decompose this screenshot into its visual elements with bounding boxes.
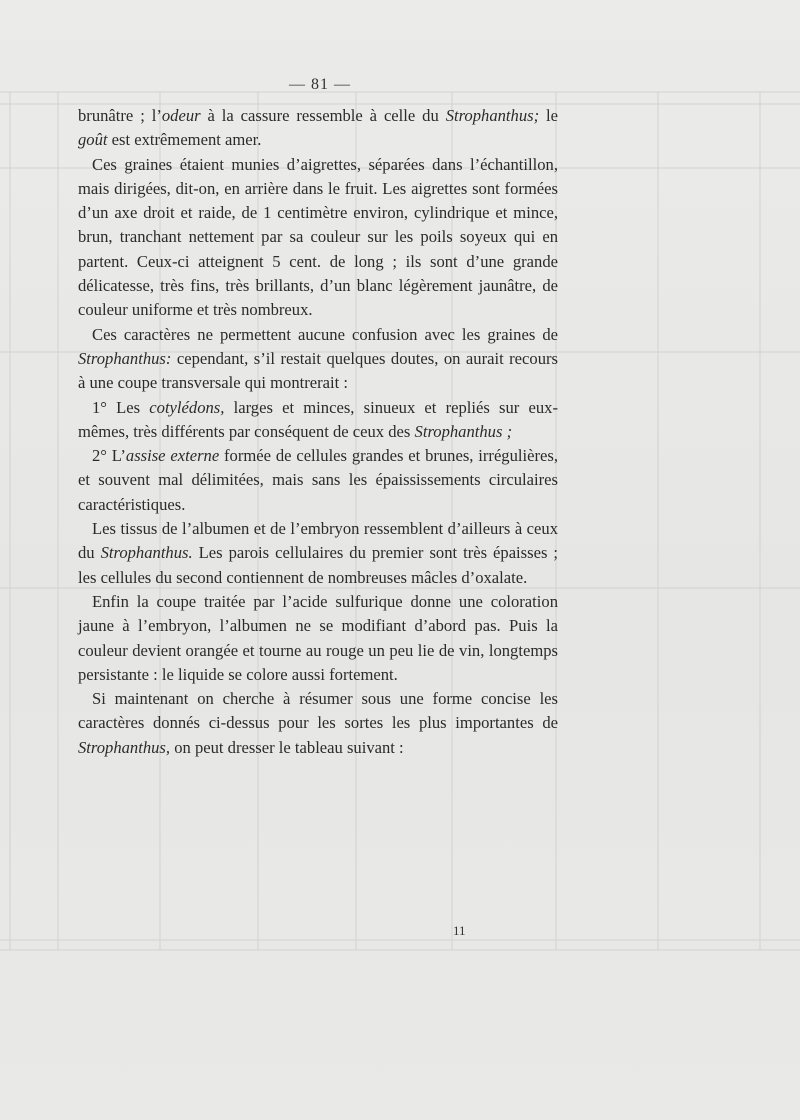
- text-run: est extrêmement amer.: [107, 130, 262, 150]
- text-run: 2° L’: [92, 446, 126, 466]
- paragraph-6: [78, 517, 558, 590]
- paragraph-4: [78, 396, 558, 445]
- text-run: formée de cellules grandes et brunes, irrégulières, et souvent mal délimitées, mais sans les épaississements circulaires caractéristiques.: [78, 446, 558, 514]
- italic-run: cotylédons,: [149, 397, 225, 417]
- paragraph-5: [78, 444, 558, 517]
- text-run: cependant, s’il restait quelques doutes, on aurait recours à une coupe transversale qui montrerait :: [78, 348, 558, 393]
- text-run: larges et minces, sinueux et repliés sur eux-mêmes, très différents par conséquent de ceux des: [78, 397, 558, 441]
- text-run: Enfin la coupe traitée par l’acide sulfurique donne une coloration jaune à l’embryon, l’albumen ne se modifiant d’abord pas. Puis la couleur devient orangée et tourne au rouge un peu lie de vin, longtemps persistante : le liquide se colore aussi fortement.: [78, 591, 558, 684]
- text-run: Ces graines étaient munies d’aigrettes, séparées dans l’échantillon, mais dirigées, dit-on, en arrière dans le fruit. Les aigrettes sont formées d’un axe droit et raide, de 1 centimètre environ, cylindrique et mince, brun, tranchant nettement par sa couleur sur les poils soyeux qui en partent. Ceux-ci atteignent 5 cent. de long ; ils sont d’une grande délicatesse, très fins, très brillants, d’un blanc légèrement jaunâtre, de couleur uniforme et très nombreux.: [78, 154, 558, 320]
- text-run: Les parois cellulaires du premier sont très épaisses ; les cellules du second contiennent de nombreuses mâcles d’oxalate.: [78, 543, 559, 587]
- text-run: Les tissus de l’albumen et de l’embryon ressemblent d’ailleurs à ceux du: [78, 519, 558, 563]
- text-run: Si maintenant on cherche à résumer sous une forme concise les caractères donnés ci-dessus pour les sortes les plus importantes de: [78, 689, 558, 733]
- italic-run: goût: [78, 130, 108, 150]
- paragraph-8: [78, 687, 558, 760]
- text-run: le: [539, 106, 558, 125]
- paragraph-2: [78, 153, 558, 323]
- text-run: Ces caractères ne permettent aucune confusion avec les graines de: [92, 324, 558, 344]
- signature-mark: 11: [453, 923, 466, 938]
- body-text: [78, 104, 558, 760]
- paragraph-3: [78, 323, 558, 396]
- text-run: 1° Les: [92, 397, 150, 417]
- italic-run: Strophanthus,: [78, 737, 171, 757]
- text-run: à la cassure ressemble à celle du: [200, 106, 446, 125]
- italic-run: odeur: [161, 106, 201, 125]
- italic-run: Strophanthus:: [78, 348, 172, 368]
- italic-run: Strophanthus.: [100, 543, 193, 563]
- paragraph-7: [78, 590, 558, 687]
- page-number: — 81 —: [289, 76, 351, 93]
- italic-run: Strophanthus ;: [414, 421, 513, 441]
- paragraph-1: [78, 104, 558, 153]
- text-run: brunâtre ; l’: [78, 106, 162, 125]
- text-run: on peut dresser le tableau suivant :: [170, 737, 404, 757]
- italic-run: assise externe: [125, 446, 220, 466]
- italic-run: Strophanthus;: [445, 106, 540, 125]
